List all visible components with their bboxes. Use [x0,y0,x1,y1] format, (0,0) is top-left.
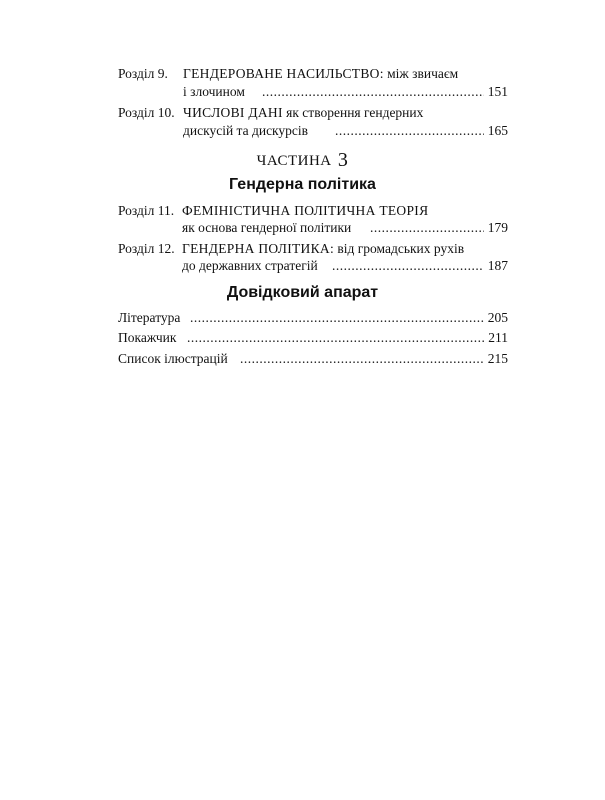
chapter-title-caps: ФЕМІНІСТИЧНА ПОЛІТИЧНА ТЕОРІЯ [182,203,429,218]
chapter-title [183,105,423,121]
chapter-title [182,203,428,219]
chapter-title [182,241,464,257]
chapter-title-line-2: до державних стратегій [182,258,318,273]
chapter-title-rest: як створення гендерних [282,105,424,120]
chapter-title-caps: ГЕНДЕРНА ПОЛІТИКА: [182,241,335,256]
chapter-number: Розділ 11. [118,203,175,218]
part-word: ЧАСТИНА [256,153,332,169]
entry-label: Покажчик [118,330,177,345]
dot-leader [335,123,484,139]
part-title: Гендерна політика [229,176,376,193]
chapter-title-rest: від громадських рухів [334,241,465,256]
part-label [0,150,605,171]
page-number: 211 [488,330,508,345]
entry-label: Список ілюстрацій [118,351,228,366]
chapter-title [183,66,458,82]
appendix-title: Довідковий апарат [226,284,379,301]
page-number: 205 [487,310,508,325]
dot-leader [370,220,484,236]
page-number: 151 [487,84,508,99]
chapter-title-rest: між звичаєм [383,66,459,81]
chapter-number: Розділ 9. [118,66,168,81]
page-number: 179 [487,220,508,235]
chapter-number: Розділ 10. [118,105,175,120]
entry-label: Література [118,310,181,325]
dot-leader [190,310,484,326]
page-number: 187 [487,258,508,273]
dot-leader [262,84,484,100]
chapter-title-line-2: і злочином [183,84,245,99]
page-number: 215 [487,351,508,366]
chapter-title-caps: ЧИСЛОВІ ДАНІ [183,105,283,120]
page-number: 165 [487,123,508,138]
dot-leader [332,258,484,274]
chapter-number: Розділ 12. [118,241,175,256]
chapter-title-line-2: дискусій та дискурсів [183,123,309,138]
dot-leader [187,330,484,346]
dot-leader [240,351,484,367]
chapter-title-line-2: як основа гендерної політики [182,220,352,235]
part-number: 3 [337,149,349,171]
chapter-title-caps: ГЕНДЕРОВАНЕ НАСИЛЬСТВО: [183,66,384,81]
